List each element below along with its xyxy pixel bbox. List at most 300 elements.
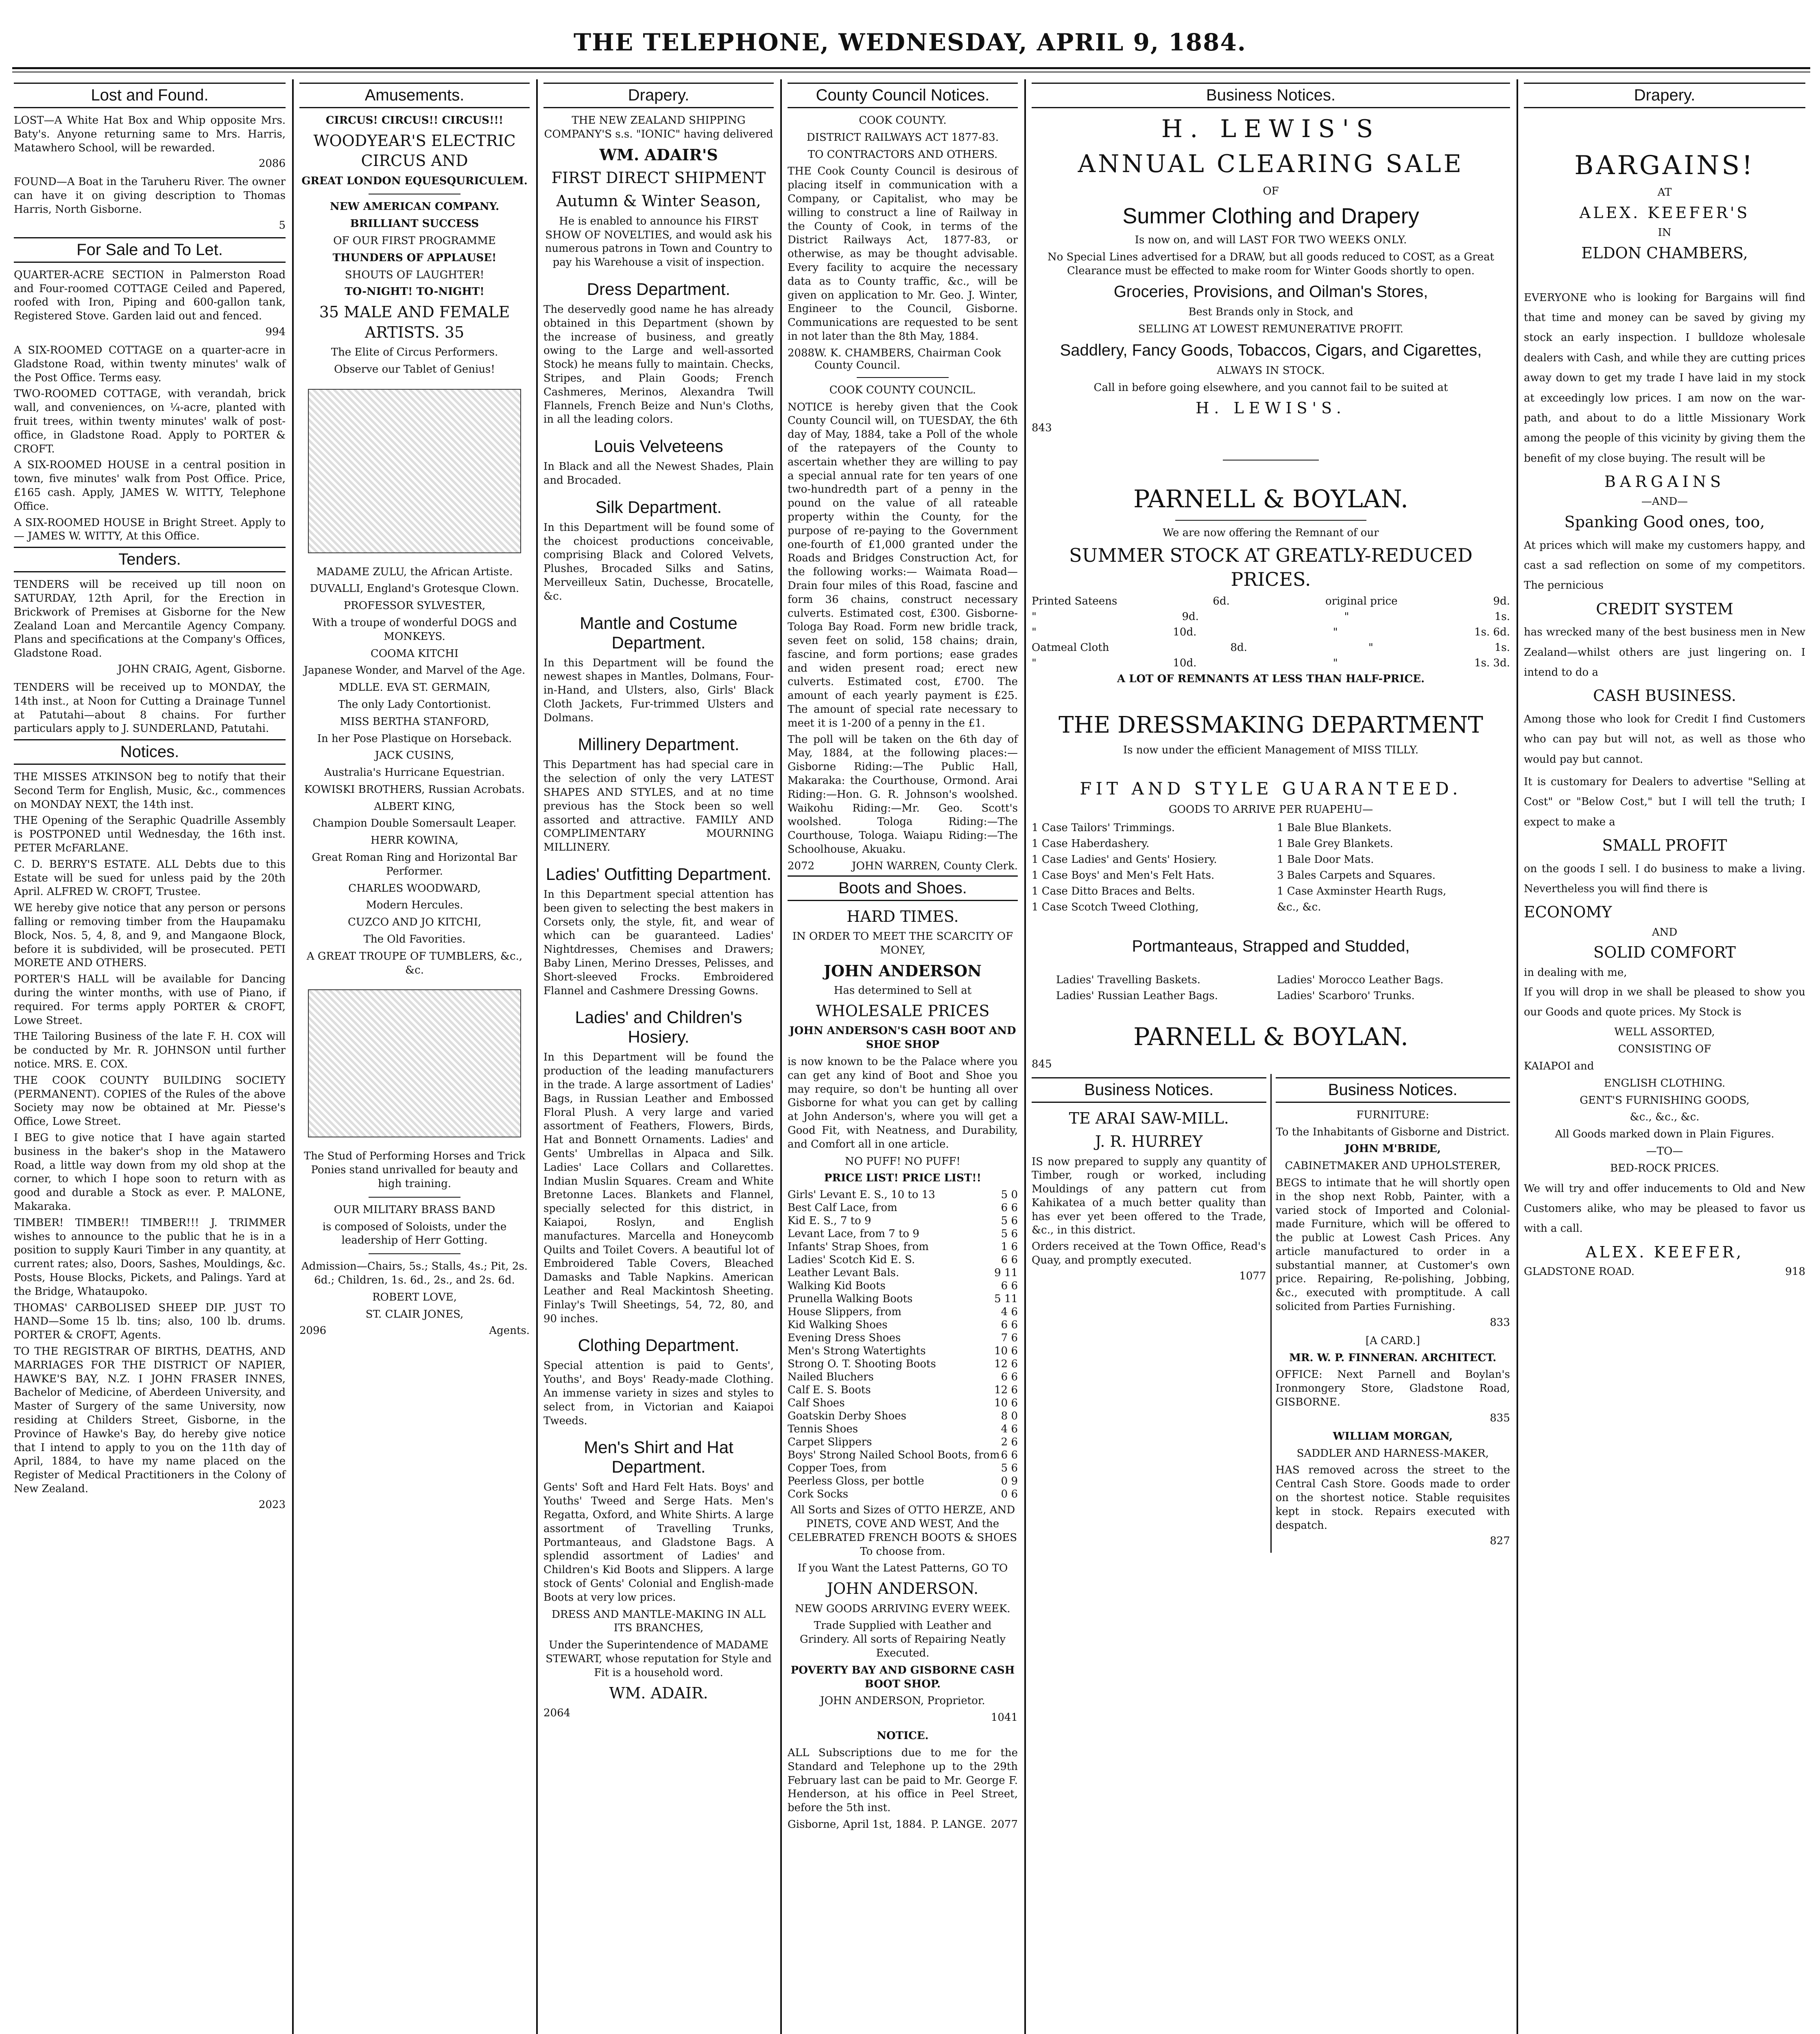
boots-line: HARD TIMES. <box>847 907 959 925</box>
county-body: THE Cook County Council is desirous of placing itself in communication with a Company, or Capitalist, who may be willing to construct a line of Railway in the County of Cook, in terms of the District Railways Act, 1877-83, or otherwise, as may be thought advisable. Every facility to acquire the necessary data as to County traffic, &c., will be given on application to Mr. Geo. J. Winter, Engineer to the Council, Gisborne. Communications are requested to be sent in not later than the 8th May, 1884. <box>788 165 1018 343</box>
department-title: Clothing Department. <box>578 1336 740 1355</box>
parnell-title: PARNELL & BOYLAN. <box>1133 1022 1408 1051</box>
price-row <box>788 1397 1018 1409</box>
department-title: Mantle and Costume Department. <box>580 613 738 652</box>
lewis-line: OF <box>1263 185 1279 197</box>
price-row <box>788 1254 1018 1266</box>
boots-line: WHOLESALE PRICES <box>816 1002 990 1020</box>
masthead: THE TELEPHONE, WEDNESDAY, APRIL 9, 1884. <box>573 28 1246 56</box>
ad-footer <box>788 347 1018 371</box>
keefer-body: EVERYONE who is looking for Bargains will find that time and money can be saved by giving my stock an early inspection. I bulldoze wholesale dealers with Cash, and while they are cutting prices away down to get my trade I have laid in my stock at exceedingly low prices. I am now on the war-path, and about to do a little Missionary Work among the people of this vicinity by giving them the benefit of my close buying. The result will be <box>1524 291 1805 465</box>
ad-tender: TENDERS will be received up to MONDAY, the 14th inst., at Noon for Cutting a Drainage Tunnel at Patutahi—about 8 chains. For further particulars apply to J. SUNDERLAND, Patutahi. <box>14 681 286 735</box>
circus-title: WOODYEAR'S ELECTRIC CIRCUS AND <box>313 131 516 170</box>
price-value: 10 6 <box>994 1397 1018 1410</box>
notice: WE hereby give notice that any person or persons falling or removing timber from the Haupamaku Block, Nos. 5, 4, 8, and 9, and Mangaone Block, before it is subdivided, will be prosecuted. PETI MORETE AND OTHERS. <box>14 902 286 969</box>
notice: C. D. BERRY'S ESTATE. ALL Debts due to this Estate will be sued for unless paid by the 20th April. ALFRED W. CROFT, Trustee. <box>14 858 286 898</box>
price-value: 6 6 <box>1001 1449 1018 1462</box>
keefer-line: ENGLISH CLOTHING. <box>1604 1077 1726 1089</box>
ad-sale: A SIX-ROOMED HOUSE in Bright Street. Apply to— JAMES W. WITTY, At this Office. <box>14 516 286 543</box>
furniture-line: JOHN M'BRIDE, <box>1344 1143 1441 1155</box>
price-cell: " <box>1032 657 1037 670</box>
goods-item: 1 Case Tailors' Trimmings. <box>1032 821 1175 834</box>
parnell-line: A LOT OF REMNANTS AT LESS THAN HALF-PRICE. <box>1117 673 1425 685</box>
section-header: Notices. <box>14 739 286 765</box>
lewis-line: Saddlery, Fancy Goods, Tobaccos, Cigars, and Cigarettes, <box>1060 341 1482 359</box>
goods-item: 1 Case Boys' and Men's Felt Hats. <box>1032 869 1215 882</box>
performer-line: COOMA KITCHI <box>370 647 459 660</box>
price-value: 6 6 <box>1001 1254 1018 1266</box>
keefer-line: SMALL PROFIT <box>1602 836 1727 855</box>
department-body: In this Department will be found the newest shapes in Mantles, Dolmans, Four-in-Hand, and Ulsters, also, Girls' Black Cloth Jackets, Fur-trimmed Ulsters and Dolmans. <box>543 657 774 724</box>
boots-line: PRICE LIST! PRICE LIST!! <box>824 1172 982 1185</box>
price-item: House Slippers, from <box>788 1306 901 1318</box>
notice: I BEG to give notice that I have again started business in the baker's shop in the Matawero Road, a little way down from my old shop at the corner, to which I hope soon to return with as good and durable a Stock as ever. P. MALONE, Makaraka. <box>14 1132 286 1213</box>
section-header: Drapery. <box>543 83 774 108</box>
price-row <box>788 1371 1018 1383</box>
keefer-line: BARGAINS <box>1604 473 1725 491</box>
price-row <box>788 1228 1018 1240</box>
furniture-body: HAS removed across the street to the Central Cash Store. Goods made to order on the shortest notice. Stable requisites kept in stock. Repairs executed with despatch. <box>1275 1464 1510 1532</box>
bag-item: Ladies' Travelling Baskets. <box>1056 973 1200 986</box>
goods-right <box>1277 820 1510 915</box>
performer-line: HERR KOWINA, <box>371 834 458 847</box>
bags-list <box>1032 960 1510 1016</box>
notice-date: Gisborne, April 1st, 1884. <box>788 1818 926 1831</box>
ad-found: FOUND—A Boat in the Taruheru River. The owner can have it on giving description to Thomas Harris, North Gisborne. <box>14 176 286 216</box>
divider <box>369 1197 460 1198</box>
ad-number: 833 <box>1490 1316 1510 1329</box>
circus-line: GREAT LONDON EQUESQURICULEM. <box>301 175 528 187</box>
price-item: Strong O. T. Shooting Boots <box>788 1358 936 1371</box>
performer-line: The Old Favorities. <box>363 933 466 946</box>
price-item: Nailed Bluchers <box>788 1371 874 1384</box>
goods-item: 1 Case Ditto Braces and Belts. <box>1032 885 1195 897</box>
price-item: Tennis Shoes <box>788 1423 858 1436</box>
performer-line: A GREAT TROUPE OF TUMBLERS, &c., &c. <box>306 950 523 976</box>
lewis-sale: ANNUAL CLEARING SALE <box>1078 150 1464 178</box>
boots-line: NEW GOODS ARRIVING EVERY WEEK. <box>795 1602 1010 1615</box>
county-body: The poll will be taken on the 6th day of May, 1884, at the following places:— Gisborne Riding:—The Public Hall, Makaraka: the Courthouse, Ormond. Arai Riding:—Hon. G. R. Johnson's woolshed. Waikohu Riding:—Mr. Geo. Scott's woolshed. Tologa Riding:—The Courthouse, Tologa. Waiapu Riding:—The Schoolhouse, Akuaku. <box>788 733 1018 856</box>
price-value: 4 6 <box>1001 1423 1018 1436</box>
keefer-line: CONSISTING OF <box>1618 1043 1711 1056</box>
price-row <box>1032 611 1510 623</box>
keefer-line: AT <box>1657 186 1672 199</box>
ad-signature: JOHN CRAIG, Agent, Gisborne. <box>118 663 286 675</box>
price-cell: 8d. <box>1230 642 1247 654</box>
lewis-line: Summer Clothing and Drapery <box>1122 203 1419 228</box>
parnell-line: FIT AND STYLE GUARANTEED. <box>1080 778 1462 799</box>
goods-list <box>1032 820 1510 915</box>
lewis-line: SELLING AT LOWEST REMUNERATIVE PROFIT. <box>1138 323 1403 336</box>
circus-line: Observe our Tablet of Genius! <box>334 363 495 375</box>
column-business <box>1026 79 1516 2034</box>
section-header: Drapery. <box>1524 83 1805 108</box>
price-value: 10 6 <box>994 1345 1018 1357</box>
archer-horse-engraving <box>308 389 521 553</box>
adair-line: THE NEW ZEALAND SHIPPING COMPANY'S s.s. "IONIC" having delivered <box>544 114 773 140</box>
divider <box>369 1253 460 1254</box>
furniture-line: MR. W. P. FINNERAN. ARCHITECT. <box>1289 1351 1497 1364</box>
price-item: Best Calf Lace, from <box>788 1202 897 1214</box>
price-item: Kid E. S., 7 to 9 <box>788 1215 871 1227</box>
furniture-ad <box>1276 1074 1510 1553</box>
price-cell: " <box>1333 657 1338 670</box>
boots-line: All Sorts and Sizes of OTTO HERZE, AND PINETS, COVE AND WEST, And the CELEBRATED FRENCH BOOTS & SHOES To choose from. <box>788 1504 1017 1558</box>
performer-line: CHARLES WOODWARD, <box>348 882 481 895</box>
department-body: The deservedly good name he has already obtained in this Department (shown by the increase of business, and greatly owing to the Large and well-assorted Stock) he means fully to maintain. Checks, Stripes, and Plain Goods; French Cashmeres, Merinos, Alexandra Twill Flannels, French Beize and Nun's Cloths, in all the leading colors. <box>543 303 774 426</box>
notice: THE MISSES ATKINSON beg to notify that their Second Term for English, Music, &c., commences on MONDAY NEXT, the 14th inst. <box>14 771 286 811</box>
price-cell: original price <box>1325 595 1398 608</box>
circus-line: OF OUR FIRST PROGRAMME <box>333 234 496 247</box>
notice: THE COOK COUNTY BUILDING SOCIETY (PERMANENT). COPIES of the Rules of the above Society may now be obtained at Mr. Piesse's Office, Lowe Street. <box>14 1074 286 1128</box>
adair-signature: WM. ADAIR. <box>609 1684 708 1702</box>
circus-line: 35 MALE AND FEMALE ARTISTS. 35 <box>319 303 510 341</box>
ad-signature: P. LANGE. <box>931 1818 986 1831</box>
goods-left <box>1032 820 1265 915</box>
performer-line: CUZCO AND JO KITCHI, <box>347 916 482 929</box>
goods-item: 1 Case Haberdashery. <box>1032 837 1150 850</box>
keefer-line: IN <box>1658 227 1672 239</box>
department-title: Millinery Department. <box>578 735 740 754</box>
performer-line: PROFESSOR SYLVESTER, <box>343 600 486 612</box>
price-item: Peerless Gloss, per bottle <box>788 1475 924 1488</box>
price-value: 5 6 <box>1001 1228 1018 1240</box>
bag-item: Ladies' Morocco Leather Bags. <box>1277 973 1444 986</box>
price-cell: 10d. <box>1173 657 1197 670</box>
ad-signature: W. K. CHAMBERS, Chairman Cook County Council. <box>814 347 1001 371</box>
goods-item: 1 Bale Grey Blankets. <box>1277 837 1393 850</box>
section-header: Boots and Shoes. <box>788 875 1018 901</box>
furniture-body: OFFICE: Next Parnell and Boylan's Ironmongery Store, Gladstone Road, GISBORNE. <box>1275 1368 1510 1409</box>
notice: THOMAS' CARBOLISED SHEEP DIP. JUST TO HAND—Some 15 lb. tins; also, 100 lb. drums. PORTER & CROFT, Agents. <box>14 1301 286 1342</box>
trumpeter-engraving <box>308 989 521 1137</box>
department-title: Ladies' and Children's Hosiery. <box>575 1008 742 1047</box>
bag-item: Ladies' Russian Leather Bags. <box>1056 989 1218 1002</box>
price-item: Cork Socks <box>788 1488 849 1501</box>
keefer-line: CASH BUSINESS. <box>1593 687 1736 705</box>
ad-footer <box>788 860 1018 872</box>
goods-item: 1 Case Ladies' and Gents' Hosiery. <box>1032 853 1217 866</box>
keefer-address: GLADSTONE ROAD. <box>1524 1266 1635 1278</box>
circus-line: The Stud of Performing Horses and Trick Ponies stand unrivalled for beauty and high training. <box>303 1150 526 1190</box>
price-value: 1 6 <box>1001 1241 1018 1253</box>
price-value: 8 0 <box>1001 1410 1018 1423</box>
price-value: 6 6 <box>1001 1371 1018 1384</box>
price-cell: Printed Sateens <box>1032 595 1117 608</box>
ad-sale: QUARTER-ACRE SECTION in Palmerston Road and Four-roomed COTTAGE Ceiled and Papered, roofed with Iron, Piping and 600-gallon tank, Registered Stove. Garden laid out and fenced. <box>14 268 286 323</box>
county-line: COOK COUNTY COUNCIL. <box>829 384 976 396</box>
lewis-line: Is now on, and will LAST FOR TWO WEEKS ONLY. <box>1135 234 1407 246</box>
sawmill-line: J. R. HURREY <box>1095 1133 1203 1151</box>
notice: TO THE REGISTRAR OF BIRTHS, DEATHS, AND MARRIAGES FOR THE DISTRICT OF NAPIER, HAWKE'S BAY, N.Z. I JOHN FRASER INNES, Bachelor of Medicine, of Aberdeen University, and Master of Surgery of the same University, now residing at Childers Street, Gisborne, in the Province of Hawke's Bay, do hereby give notice that I intend to apply to you on the 11th day of April, 1884, to have my name placed on the Register of Medical Practitioners in the Colony of New Zealand. <box>14 1345 286 1495</box>
price-row <box>1032 642 1510 654</box>
boots-line: IN ORDER TO MEET THE SCARCITY OF MONEY, <box>792 930 1013 957</box>
performer-line: DUVALLI, England's Grotesque Clown. <box>310 583 519 595</box>
ad-sale: A SIX-ROOMED HOUSE in a central position in town, five minutes' walk from Post Office. Price, £165 cash. Apply, JAMES W. WITTY, Telephone Office. <box>14 459 286 513</box>
ad-number: 843 <box>1032 421 1052 434</box>
circus-line: ST. CLAIR JONES, <box>365 1308 464 1320</box>
performer-line: With a troupe of wonderful DOGS and MONKEYS. <box>312 616 517 643</box>
keefer-body: If you will drop in we shall be pleased to show you our Goods and quote prices. My Stock is <box>1524 986 1805 1019</box>
ad-footer <box>1524 1266 1805 1278</box>
keefer-body: in dealing with me, <box>1524 966 1627 979</box>
ad-number: 2072 <box>788 860 815 872</box>
section-header: County Council Notices. <box>788 83 1018 108</box>
section-header: For Sale and To Let. <box>14 237 286 263</box>
boots-line: Trade Supplied with Leather and Grindery. All sorts of Repairing Neatly Executed. <box>799 1619 1006 1659</box>
keefer-signature: ALEX. KEEFER, <box>1585 1243 1744 1261</box>
price-row <box>788 1241 1018 1253</box>
circus-line: TO-NIGHT! TO-NIGHT! <box>345 286 484 298</box>
department-body: In this Department will be found the production of the leading manufacturers in the trade. A large assortment of Ladies' Bags, in Russian Leather and Embossed Floral Plush. A very large and varied assortment of Feathers, Flowers, Birds, Hat and Bonnett Ornaments. Ladies' and Gents' Umbrellas in Alpaca and Silk. Ladies' Lace Collars and Collarettes. Indian Muslin Squares. Cream and White Bretonne Laces. Blankets and Flannel, specially selected for this district, in Kaiapoi, Roslyn, and English manufactures. Marcella and Honeycomb Quilts and Toilet Covers. A beautiful lot of Embroidered Table Covers, Bleached Damasks and Table Napkins. American Leather and Real Mackintosh Sheeting. Finlay's Twill Sheetings, 54, 72, 80, and 90 inches. <box>543 1051 774 1325</box>
price-row <box>788 1358 1018 1370</box>
price-item: Calf E. S. Boots <box>788 1384 871 1397</box>
boots-line: JOHN ANDERSON <box>824 961 982 980</box>
adair-line: He is enabled to announce his FIRST SHOW OF NOVELTIES, and would ask his numerous patrons in Town and Country to pay his Warehouse a visit of inspection. <box>545 215 773 269</box>
circus-line: ROBERT LOVE, <box>372 1291 457 1303</box>
performer-line: MDLLE. EVA ST. GERMAIN, <box>338 681 491 694</box>
keefer-line: BED-ROCK PRICES. <box>1610 1162 1720 1174</box>
ad-sale: A SIX-ROOMED COTTAGE on a quarter-acre in Gladstone Road, within twenty minutes' walk of the Post Office. Terms easy. <box>14 344 286 384</box>
boots-line: JOHN ANDERSON'S CASH BOOT AND SHOE SHOP <box>789 1025 1016 1051</box>
sawmill-body: IS now prepared to supply any quantity of Timber, rough or worked, including Mouldings of any pattern cut from Kahikatea of a much better quality than has ever yet been offered to the Trade, &c., in this district. <box>1032 1155 1266 1237</box>
price-item: Men's Strong Watertights <box>788 1345 926 1357</box>
adair-line: Autumn & Winter Season, <box>556 192 761 210</box>
price-cell: 6d. <box>1213 595 1230 608</box>
keefer-line: SOLID COMFORT <box>1593 943 1736 962</box>
price-item: Carpet Slippers <box>788 1436 872 1449</box>
circus-line: THUNDERS OF APPLAUSE! <box>332 251 497 264</box>
lewis-line: Call in before going elsewhere, and you cannot fail to be suited at <box>1093 381 1448 394</box>
ad-number: 835 <box>1490 1412 1510 1424</box>
circus-line: CIRCUS! CIRCUS!! CIRCUS!!! <box>325 114 504 127</box>
section-header: Business Notices. <box>1032 1077 1266 1103</box>
parnell-line: Is now under the efficient Management of MISS TILLY. <box>1123 744 1419 756</box>
price-row <box>788 1215 1018 1227</box>
keefer-line: &c., &c., &c. <box>1630 1111 1700 1124</box>
circus-line: Admission—Chairs, 5s.; Stalls, 4s.; Pit, 2s. 6d.; Children, 1s. 6d., 2s., and 2s. 6d. <box>301 1260 528 1287</box>
price-row <box>788 1202 1018 1214</box>
parnell-line: We are now offering the Remnant of our <box>1163 526 1379 539</box>
department-body: This Department has had special care in the selection of only the very LATEST SHAPES AND STYLES, and at no time previous has the Stock been so well assorted and attractive. FAMILY AND COMPLIMENTARY MOURNING MILLINERY. <box>543 759 774 854</box>
keefer-body: Among those who look for Credit I find Customers who can pay but will not, as well as those who would pay but cannot. <box>1524 713 1805 766</box>
notice: THE Tailoring Business of the late F. H. COX will be conducted by Mr. R. JOHNSON until further notice. MRS. E. COX. <box>14 1030 286 1071</box>
ad-number: 2088 <box>788 347 815 359</box>
notice-title: NOTICE. <box>877 1730 929 1742</box>
circus-line: is composed of Soloists, under the leadership of Herr Gotting. <box>322 1220 507 1247</box>
price-row <box>788 1306 1018 1318</box>
lewis-line: No Special Lines advertised for a DRAW, but all goods reduced to COST, as a Great Clearance must be effected to make room for Winter Goods shortly to open. <box>1047 251 1495 277</box>
price-row <box>788 1488 1018 1500</box>
price-cell: " <box>1032 611 1037 623</box>
price-row <box>788 1267 1018 1279</box>
ad-footer <box>299 1325 530 1337</box>
business-subcolumns <box>1032 1074 1510 1553</box>
price-item: Copper Toes, from <box>788 1462 887 1475</box>
circus-line: The Elite of Circus Performers. <box>331 346 498 358</box>
price-value: 12 6 <box>994 1384 1018 1397</box>
keefer-body: We will try and offer inducements to Old and New Customers alike, who may be pleased to favor us with a call. <box>1524 1182 1805 1235</box>
parnell-line: GOODS TO ARRIVE PER RUAPEHU— <box>1168 803 1373 816</box>
goods-item: 1 Bale Door Mats. <box>1277 853 1374 866</box>
bags-left <box>1056 972 1265 1004</box>
bags-right <box>1277 972 1486 1004</box>
goods-item: &c., &c. <box>1277 901 1321 913</box>
performer-line: Champion Double Somersault Leaper. <box>312 817 517 830</box>
sawmill-line: TE ARAI SAW-MILL. <box>1069 1109 1229 1127</box>
price-row <box>788 1462 1018 1474</box>
price-row <box>1032 626 1510 638</box>
column-county <box>782 79 1023 2034</box>
furniture-line: To the Inhabitants of Gisborne and District. <box>1276 1126 1510 1138</box>
price-cell: " <box>1368 642 1373 654</box>
performer-line: KOWISKI BROTHERS, Russian Acrobats. <box>304 783 525 796</box>
ad-lost: LOST—A White Hat Box and Whip opposite Mrs. Baty's. Anyone returning same to Mrs. Harris, Matawhero School, will be rewarded. <box>14 114 286 154</box>
price-cell: 9d. <box>1182 611 1199 623</box>
circus-line: NEW AMERICAN COMPANY. <box>330 201 500 213</box>
ad-number: 2086 <box>258 157 286 170</box>
parnell-title: PARNELL & BOYLAN. <box>1133 484 1408 513</box>
price-item: Infants' Strap Shoes, from <box>788 1241 929 1253</box>
performer-line: ALBERT KING, <box>374 800 455 813</box>
price-item: Kid Walking Shoes <box>788 1319 888 1331</box>
price-row <box>788 1319 1018 1331</box>
price-value: 6 6 <box>1001 1319 1018 1331</box>
price-row <box>788 1410 1018 1422</box>
goods-item: 1 Case Scotch Tweed Clothing, <box>1032 901 1199 913</box>
performer-line: The only Lady Contortionist. <box>338 698 491 711</box>
department-title: Men's Shirt and Hat Department. <box>584 1438 733 1477</box>
price-value: 9 11 <box>994 1267 1018 1279</box>
keefer-line: ECONOMY <box>1524 903 1612 921</box>
keefer-line: ELDON CHAMBERS, <box>1581 244 1748 262</box>
keefer-line: Spanking Good ones, too, <box>1564 513 1765 531</box>
boots-body: is now known to be the Palace where you can get any kind of Boot and Shoe you may require, so don't be hunting all over Gisborne for what you can get by calling at John Anderson's, where you will get a Good Fit, with Neatness, and Durability, and Comfort all in one article. <box>788 1056 1018 1150</box>
price-list <box>788 1189 1018 1500</box>
department-body: In this Department will be found some of the choicest productions conceivable, comprising Black and Colored Velvets, Plushes, Brocaded Silks and Satins, Merveilleux Satin, Duchesse, Brocatelle, &c. <box>543 521 774 602</box>
ad-tender: TENDERS will be received up till noon on SATURDAY, 12th April, for the Erection in Brickwork of Premises at Gisborne for the New Zealand Loan and Mercantile Agency Company. Plans and specifications at the Company's Offices, Gladstone Road. <box>14 578 286 660</box>
furniture-line: WILLIAM MORGAN, <box>1333 1430 1453 1443</box>
county-line: TO CONTRACTORS AND OTHERS. <box>807 148 998 161</box>
boots-line: NO PUFF! NO PUFF! <box>845 1155 960 1168</box>
keefer-name: ALEX. KEEFER'S <box>1579 203 1750 222</box>
price-item: Goatskin Derby Shoes <box>788 1410 906 1423</box>
price-item: Evening Dress Shoes <box>788 1332 901 1344</box>
price-cell: 1s. <box>1494 642 1510 654</box>
department-body: Special attention is paid to Gents', Youths', and Boys' Ready-made Clothing. An immense variety in sizes and styles to select from, in Victorian and Kaiapoi Tweeds. <box>543 1360 774 1427</box>
performer-line: Modern Hercules. <box>366 899 463 912</box>
price-value: 5 6 <box>1001 1462 1018 1475</box>
furniture-line: SADDLER AND HARNESS-MAKER, <box>1296 1447 1489 1460</box>
keefer-line: KAIAPOI and <box>1524 1060 1594 1073</box>
section-header: Lost and Found. <box>14 83 286 108</box>
price-item: Prunella Walking Boots <box>788 1293 913 1305</box>
ad-number: 1077 <box>1239 1270 1266 1282</box>
ad-number: 1041 <box>991 1711 1018 1724</box>
department-body: Gents' Soft and Hard Felt Hats. Boys' and Youths' Tweed and Serge Hats. Men's Regatta, Oxford, and White Shirts. A large assortment of Travelling Trunks, Portmanteaus, and Gladstone Bags. A splendid assortment of Ladies' and Children's Kid Boots and Slippers. A large stock of Gents' Colonial and English-made Boots at very low prices. <box>543 1481 774 1604</box>
keefer-line: —TO— <box>1646 1145 1683 1158</box>
price-cell: 9d. <box>1493 595 1510 608</box>
performer-line: Australia's Hurricane Equestrian. <box>324 766 505 779</box>
keefer-line: All Goods marked down in Plain Figures. <box>1555 1128 1774 1141</box>
goods-item: 1 Bale Blue Blankets. <box>1277 821 1392 834</box>
divider <box>1175 520 1366 521</box>
keefer-body: on the goods I sell. I do business to make a living. Nevertheless you will find there is <box>1524 862 1805 895</box>
ad-signature: JOHN WARREN, County Clerk. <box>852 860 1018 872</box>
keefer-line: GENT'S FURNISHING GOODS, <box>1580 1094 1750 1106</box>
price-value: 7 6 <box>1001 1332 1018 1344</box>
keefer-bargains: BARGAINS! <box>1574 151 1755 181</box>
county-body: NOTICE is hereby given that the Cook County Council will, on TUESDAY, the 6th day of May, 1884, take a Poll of the whole of the ratepayers of the County to ascertain whether they are willing to pay a special annual rate for ten years of one two-hundredth part of a penny in the pound on the value of all rateable property within the County, for the purpose of re-paying to the Government one-fourth of £1,000 granted under the Roads and Bridges Construction Act, for the following works:— Waimata Road—Drain four miles of this Road, fascine and form 36 chains, construct necessary culverts. Estimated cost, £300. Gisborne-Tologa Bay Road. Form new bridle track, seven feet on solid, 158 chains; drain, fascine, and form portions; ease grades and widen present road; erect new culverts. Estimated cost, £700. The amount of each yearly payment is £25. The amount of special rate necessary to meet it is 1-200 of a penny in the £1. <box>788 401 1018 729</box>
ad-number: 2077 <box>991 1818 1018 1831</box>
department-title: Silk Department. <box>595 497 722 517</box>
lewis-line: Best Brands only in Stock, and <box>1188 306 1353 319</box>
price-row <box>788 1384 1018 1396</box>
furniture-body: BEGS to intimate that he will shortly open in the shop next Robb, Painter, with a varied stock of Imported and Colonial-made Furniture, which will be offered to the public at Lowest Cash Prices. Any article manufactured to order in a substantial manner, at Customer's own price. Repairing, Re-polishing, Jobbing, &c., executed with promptitude. A call solicited from Parties Furnishing. <box>1275 1176 1510 1313</box>
price-value: 4 6 <box>1001 1306 1018 1318</box>
keefer-line: —AND— <box>1641 495 1688 508</box>
price-row <box>788 1345 1018 1357</box>
ad-signature: Agents. <box>489 1325 530 1337</box>
adair-line: FIRST DIRECT SHIPMENT <box>551 168 766 187</box>
boots-line: JOHN ANDERSON. <box>827 1580 979 1598</box>
price-value: 5 0 <box>1001 1189 1018 1201</box>
price-value: 5 6 <box>1001 1215 1018 1227</box>
price-row <box>788 1189 1018 1201</box>
price-cell: " <box>1032 626 1037 639</box>
adair-line: DRESS AND MANTLE-MAKING IN ALL ITS BRANCHES, <box>552 1608 766 1635</box>
keefer-body: At prices which will make my customers happy, and cast a sad reflection on some of my competitors. The pernicious <box>1524 539 1805 592</box>
dressmaking-title: THE DRESSMAKING DEPARTMENT <box>1058 711 1483 738</box>
price-item: Levant Lace, from 7 to 9 <box>788 1228 919 1240</box>
price-cell: 1s. <box>1494 611 1510 623</box>
circus-line: BRILLIANT SUCCESS <box>350 218 479 230</box>
performer-line: MADAME ZULU, the African Artiste. <box>316 565 513 578</box>
price-row <box>788 1436 1018 1448</box>
column-lost-found <box>8 79 291 2034</box>
price-row <box>788 1280 1018 1292</box>
lewis-signature: H. LEWIS'S. <box>1196 399 1346 417</box>
furniture-line: CABINETMAKER AND UPHOLSTERER, <box>1285 1160 1501 1172</box>
lewis-title: H. LEWIS'S <box>1161 115 1381 143</box>
notice: PORTER'S HALL will be available for Dancing during the winter months, with use of Piano, if required. For terms apply PORTER & CROFT, Lowe Street. <box>14 973 286 1027</box>
department-body: In this Department special attention has been given to selecting the best makers in Corsets only, the style, fit, and wear of which can be guaranteed. Ladies' Nightdresses, Chemises and Drawers; Baby Linen, Merino Dresses, Pelisses, and Short-sleeved Frocks. Embroidered Flannel and Cashmere Dressing Gowns. <box>543 888 774 997</box>
price-row <box>788 1475 1018 1487</box>
department-title: Dress Department. <box>587 279 731 299</box>
ad-sale: TWO-ROOMED COTTAGE, with verandah, brick wall, and conveniences, on ¼-acre, planted with fruit trees, within twenty minutes' walk of post-office, in Gladstone Road. Apply to PORTER & CROFT. <box>14 388 286 455</box>
price-cell: 1s. 3d. <box>1474 657 1510 670</box>
boots-line: Has determined to Sell at <box>834 984 972 997</box>
performer-list <box>299 565 530 978</box>
parnell-line: Portmanteaus, Strapped and Studded, <box>1132 937 1410 955</box>
boots-line: JOHN ANDERSON, Proprietor. <box>820 1695 985 1707</box>
performer-line: JACK CUSINS, <box>375 749 454 762</box>
price-row <box>788 1423 1018 1435</box>
ad-number: 845 <box>1032 1058 1052 1070</box>
column-amusements <box>294 79 535 2034</box>
price-row <box>788 1449 1018 1461</box>
furniture-line: FURNITURE: <box>1356 1109 1429 1121</box>
price-item: Ladies' Scotch Kid E. S. <box>788 1254 915 1266</box>
ad-number: 918 <box>1785 1266 1805 1278</box>
parnell-line: SUMMER STOCK AT GREATLY-REDUCED PRICES. <box>1069 544 1473 591</box>
ad-number: 2096 <box>299 1325 327 1337</box>
goods-item: 3 Bales Carpets and Squares. <box>1277 869 1436 882</box>
bag-item: Ladies' Scarboro' Trunks. <box>1277 989 1415 1002</box>
notice: TIMBER! TIMBER!! TIMBER!!! J. TRIMMER wishes to announce to the public that he is in a position to supply Kauri Timber in any quantity, at current rates; also, Doors, Sashes, Mouldings, &c. Posts, House Blocks, Pickets, and Palings. Yard at the Bridge, Whataupoko. <box>14 1216 286 1298</box>
department-body: In Black and all the Newest Shades, Plain and Brocaded. <box>543 460 774 487</box>
price-row <box>1032 595 1510 607</box>
